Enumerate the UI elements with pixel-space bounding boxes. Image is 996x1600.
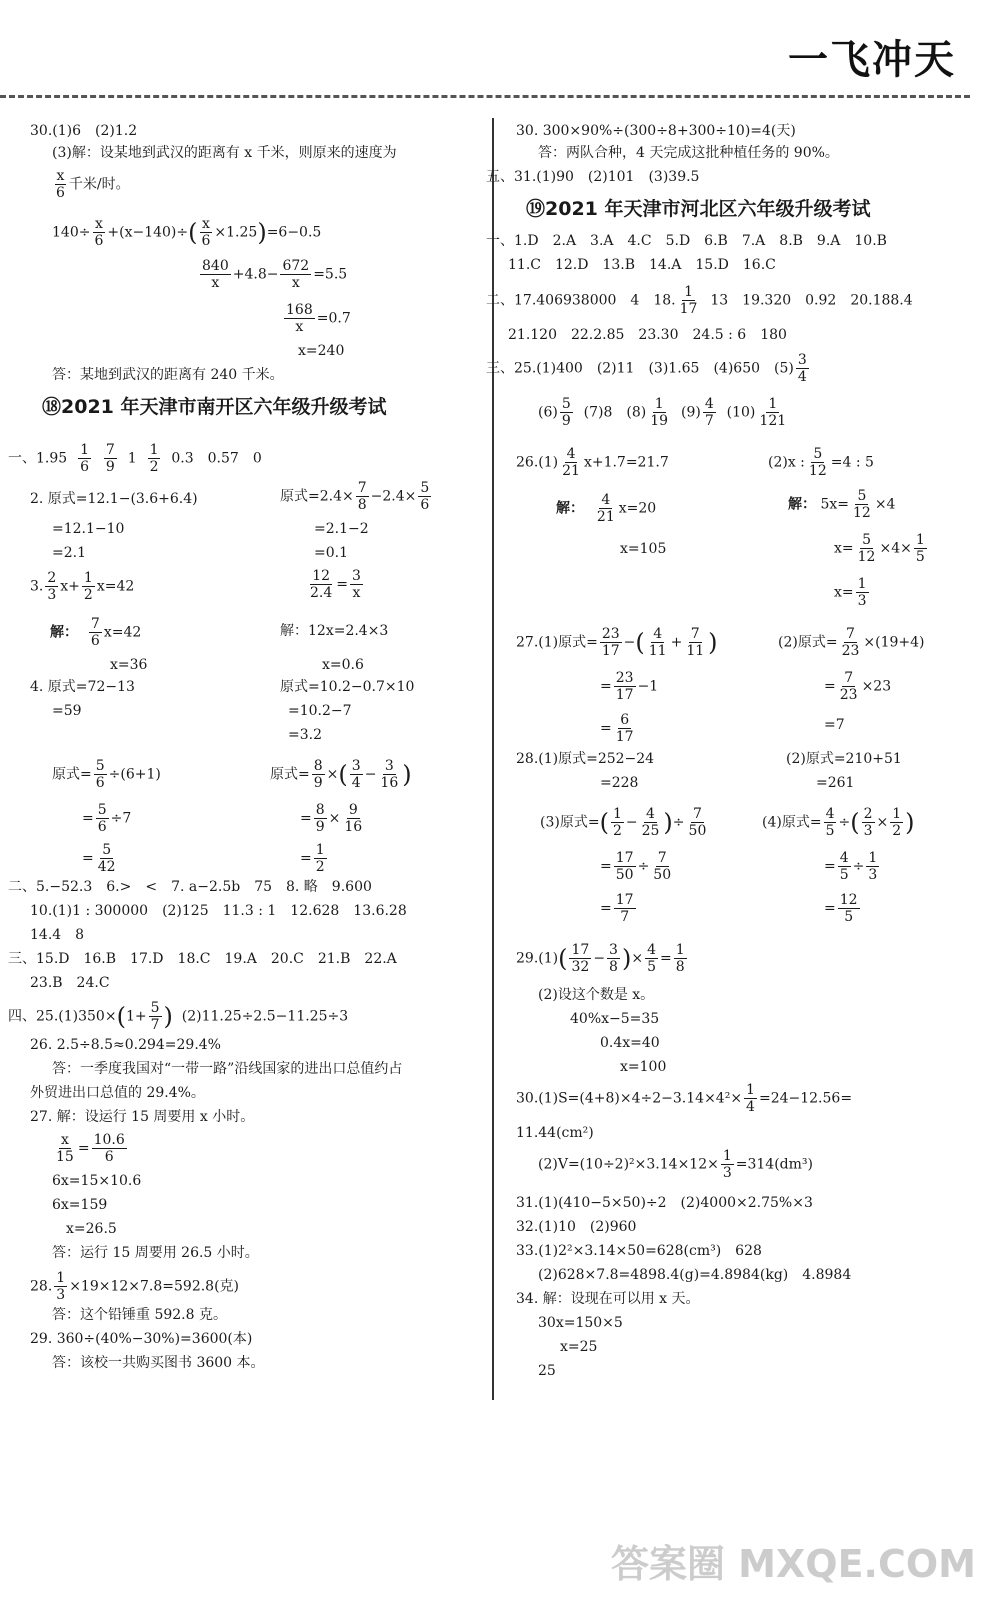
answer-line: 23.B 24.C [30,975,110,991]
brand-logo: 一飞冲天 [788,37,956,83]
answer-line: = $\frac{23}{17}$ −1 [600,670,659,703]
answer-line: 30. 300×90%÷(300÷8+300÷10)=4(天) [516,123,796,139]
answer-line: 30.(1)S=(4+8)×4÷2−3.14×4²× $\frac{1}{4}$ =24−12.56= [516,1082,853,1115]
answer-line: =2.1 [52,545,86,561]
answer-line: 25 [538,1363,556,1379]
answer-line: $\frac{12}{2.4}$ = $\frac{3}{x}$ [310,568,361,601]
answer-line: = $\frac{17}{7}$ [600,892,634,925]
answer-line: x=25 [560,1339,598,1355]
answer-line: 二、17.406938000 4 18. $\frac{1}{17}$ 13 19.320 0.92 20.188.4 [486,284,913,317]
answer-line: 解： 5x= $\frac{5}{12}$ ×4 [788,488,896,521]
answer-line: 答：某地到武汉的距离有 240 千米。 [52,367,284,383]
answer-line: 解： $\frac{7}{6}$ x=42 [50,616,142,649]
answer-line: 答：两队合种，4 天完成这批种植任务的 90%。 [538,145,839,161]
answer-line: 31.(1)(410−5×50)÷2 (2)4000×2.75%×3 [516,1195,813,1211]
answer-line: 3. $\frac{2}{3}$ x+ $\frac{1}{2}$ x=42 [30,570,135,603]
answer-line: = $\frac{4}{5}$ ÷ $\frac{1}{3}$ [824,850,878,883]
answer-line: 原式=10.2−0.7×10 [280,679,415,695]
answer-line: =228 [600,775,639,791]
answer-line: 33.(1)2²×3.14×50=628(cm³) 628 [516,1243,762,1259]
answer-line: = $\frac{8}{9}$ × $\frac{9}{16}$ [300,802,363,835]
answer-line: 27. 解：设运行 15 周要用 x 小时。 [30,1109,255,1125]
answer-line: = $\frac{17}{50}$ ÷ $\frac{7}{50}$ [600,850,672,883]
equation: $\frac{840}{x}$ +4.8− $\frac{672}{x}$ =5.5 [202,258,348,291]
answer-line: 40%x−5=35 [570,1011,660,1027]
answer-line: 答：这个铅锤重 592.8 克。 [52,1307,227,1323]
answer-line: 30.(1)6 (2)1.2 [30,123,138,139]
equation: x=240 [298,343,345,359]
answer-line: 32.(1)10 (2)960 [516,1219,637,1235]
answer-line: 10.(1)1 : 300000 (2)125 11.3 : 1 12.628 13.6.28 [30,903,407,919]
header-rule [0,95,970,98]
answer-line: $\frac{x}{6}$ 千米/时。 [56,168,130,201]
answer-line: (6) $\frac{5}{9}$ (7)8 (8) $\frac{1}{19}$ (9) $\frac{4}{7}$ (10) $\frac{1}{121}$ [538,396,787,429]
answer-line: x=100 [620,1059,667,1075]
answer-line: 4. 原式=72−13 [30,679,135,695]
answer-line: 解：12x=2.4×3 [280,623,389,639]
answer-line: =3.2 [288,727,322,743]
answer-line: = $\frac{5}{42}$ [82,842,116,875]
answer-line: = $\frac{1}{2}$ [300,842,325,875]
answer-line: 五、31.(1)90 (2)101 (3)39.5 [486,169,700,185]
answer-line: 三、15.D 16.B 17.D 18.C 19.A 20.C 21.B 22.A [8,951,397,967]
answer-line: 答：运行 15 周要用 26.5 小时。 [52,1245,259,1261]
answer-line: 6x=15×10.6 [52,1173,142,1189]
answer-line: 11.44(cm²) [516,1125,594,1141]
answer-line: 一、1.95 $\frac{1}{6}$ $\frac{7}{9}$ 1 $\frac{1}{2}$ 0.3 0.57 0 [8,442,262,475]
answer-line: 原式=2.4× $\frac{7}{8}$ −2.4× $\frac{5}{6}$ [280,480,430,513]
answer-line: 11.C 12.D 13.B 14.A 15.D 16.C [508,257,776,273]
answer-line: x=36 [110,657,148,673]
answer-line: (2)原式=210+51 [786,751,902,767]
equation: 140÷ $\frac{x}{6}$ +(x−140)÷( $\frac{x}{6}$ ×1.25)=6−0.5 [52,216,322,249]
answer-line: = $\frac{6}{17}$ [600,712,634,745]
watermark-logo: 答案圈 MXQE.COM [610,1542,976,1586]
answer-line: 27.(1)原式= $\frac{23}{17}$ −( $\frac{4}{11}$ + $\frac{7}{11}$ ) [516,626,718,659]
answer-line: 28. $\frac{1}{3}$ ×19×12×7.8=592.8(克) [30,1270,240,1303]
answer-line: 26.(1) $\frac{4}{21}$ x+1.7=21.7 [516,446,669,479]
answer-line: (4)原式= $\frac{4}{5}$ ÷( $\frac{2}{3}$ × $\frac{1}{2}$ ) [762,806,915,839]
answer-line: 30x=150×5 [538,1315,623,1331]
answer-line: 0.4x=40 [600,1035,660,1051]
answer-line: =0.1 [314,545,348,561]
answer-line: 外贸进出口总值的 29.4%。 [30,1085,205,1101]
answer-line: x=105 [620,541,667,557]
answer-line: =59 [52,703,82,719]
section-title: ⑲2021 年天津市河北区六年级升级考试 [526,198,871,220]
answer-line: 答：一季度我国对“一带一路”沿线国家的进出口总值约占 [52,1061,403,1077]
answer-line: x= $\frac{5}{12}$ ×4× $\frac{1}{5}$ [834,532,925,565]
answer-line: 三、25.(1)400 (2)11 (3)1.65 (4)650 (5) $\frac{3}{4}$ [486,352,807,385]
answer-line: 一、1.D 2.A 3.A 4.C 5.D 6.B 7.A 8.B 9.A 10.B [486,233,887,249]
answer-line: 原式= $\frac{8}{9}$ ×( $\frac{3}{4}$ − $\frac{3}{16}$ ) [270,758,412,791]
answer-line: x=0.6 [322,657,364,673]
answer-line: $\frac{x}{15}$ = $\frac{10.6}{6}$ [56,1132,125,1165]
answer-line: 29.(1)( $\frac{17}{32}$ − $\frac{3}{8}$ )× $\frac{4}{5}$ = $\frac{1}{8}$ [516,942,685,975]
answer-line: =261 [816,775,855,791]
answer-line: = $\frac{12}{5}$ [824,892,858,925]
answer-line: (3)原式=( $\frac{1}{2}$ − $\frac{4}{25}$ )÷ $\frac{7}{50}$ [540,806,707,839]
answer-line: (2)设这个数是 x。 [538,987,655,1003]
section-title: ⑱2021 年天津市南开区六年级升级考试 [42,396,387,418]
answer-line: =12.1−10 [52,521,125,537]
answer-line: (2)x : $\frac{5}{12}$ =4 : 5 [768,446,874,479]
answer-line: (2)V=(10÷2)²×3.14×12× $\frac{1}{3}$ =314(dm³) [538,1148,813,1181]
answer-line: =10.2−7 [288,703,352,719]
answer-line: =2.1−2 [314,521,369,537]
answer-line: 26. 2.5÷8.5≈0.294=29.4% [30,1037,221,1053]
answer-line: (2)628×7.8=4898.4(g)=4.8984(kg) 4.8984 [538,1267,852,1283]
answer-line: 2. 原式=12.1−(3.6+6.4) [30,491,198,507]
answer-line: 四、25.(1)350×(1+ $\frac{5}{7}$ ) (2)11.25÷2.5−11.25÷3 [8,1000,349,1033]
answer-line: (2)原式= $\frac{7}{23}$ ×(19+4) [778,626,925,659]
answer-line: =7 [824,717,845,733]
answer-line: 答：该校一共购买图书 3600 本。 [52,1355,265,1371]
answer-line: 34. 解：设现在可以用 x 天。 [516,1291,700,1307]
answer-line: 14.4 8 [30,927,85,943]
answer-line: x= $\frac{1}{3}$ [834,576,867,609]
answer-line: = $\frac{7}{23}$ ×23 [824,670,892,703]
answer-line: (3)解：设某地到武汉的距离有 x 千米，则原来的速度为 [52,145,397,161]
answer-line: 6x=159 [52,1197,108,1213]
answer-line: 29. 360÷(40%−30%)=3600(本) [30,1331,253,1347]
answer-line: 原式= $\frac{5}{6}$ ÷(6+1) [52,758,161,791]
answer-line: 解： $\frac{4}{21}$ x=20 [556,492,657,525]
answer-line: x=26.5 [66,1221,117,1237]
answer-line: = $\frac{5}{6}$ ÷7 [82,802,132,835]
answer-line: 28.(1)原式=252−24 [516,751,655,767]
answer-line: 21.120 22.2.85 23.30 24.5 : 6 180 [508,327,787,343]
equation: $\frac{168}{x}$ =0.7 [286,302,351,335]
answer-line: 二、5.−52.3 6.> < 7. a−2.5b 75 8. 略 9.600 [8,879,372,895]
